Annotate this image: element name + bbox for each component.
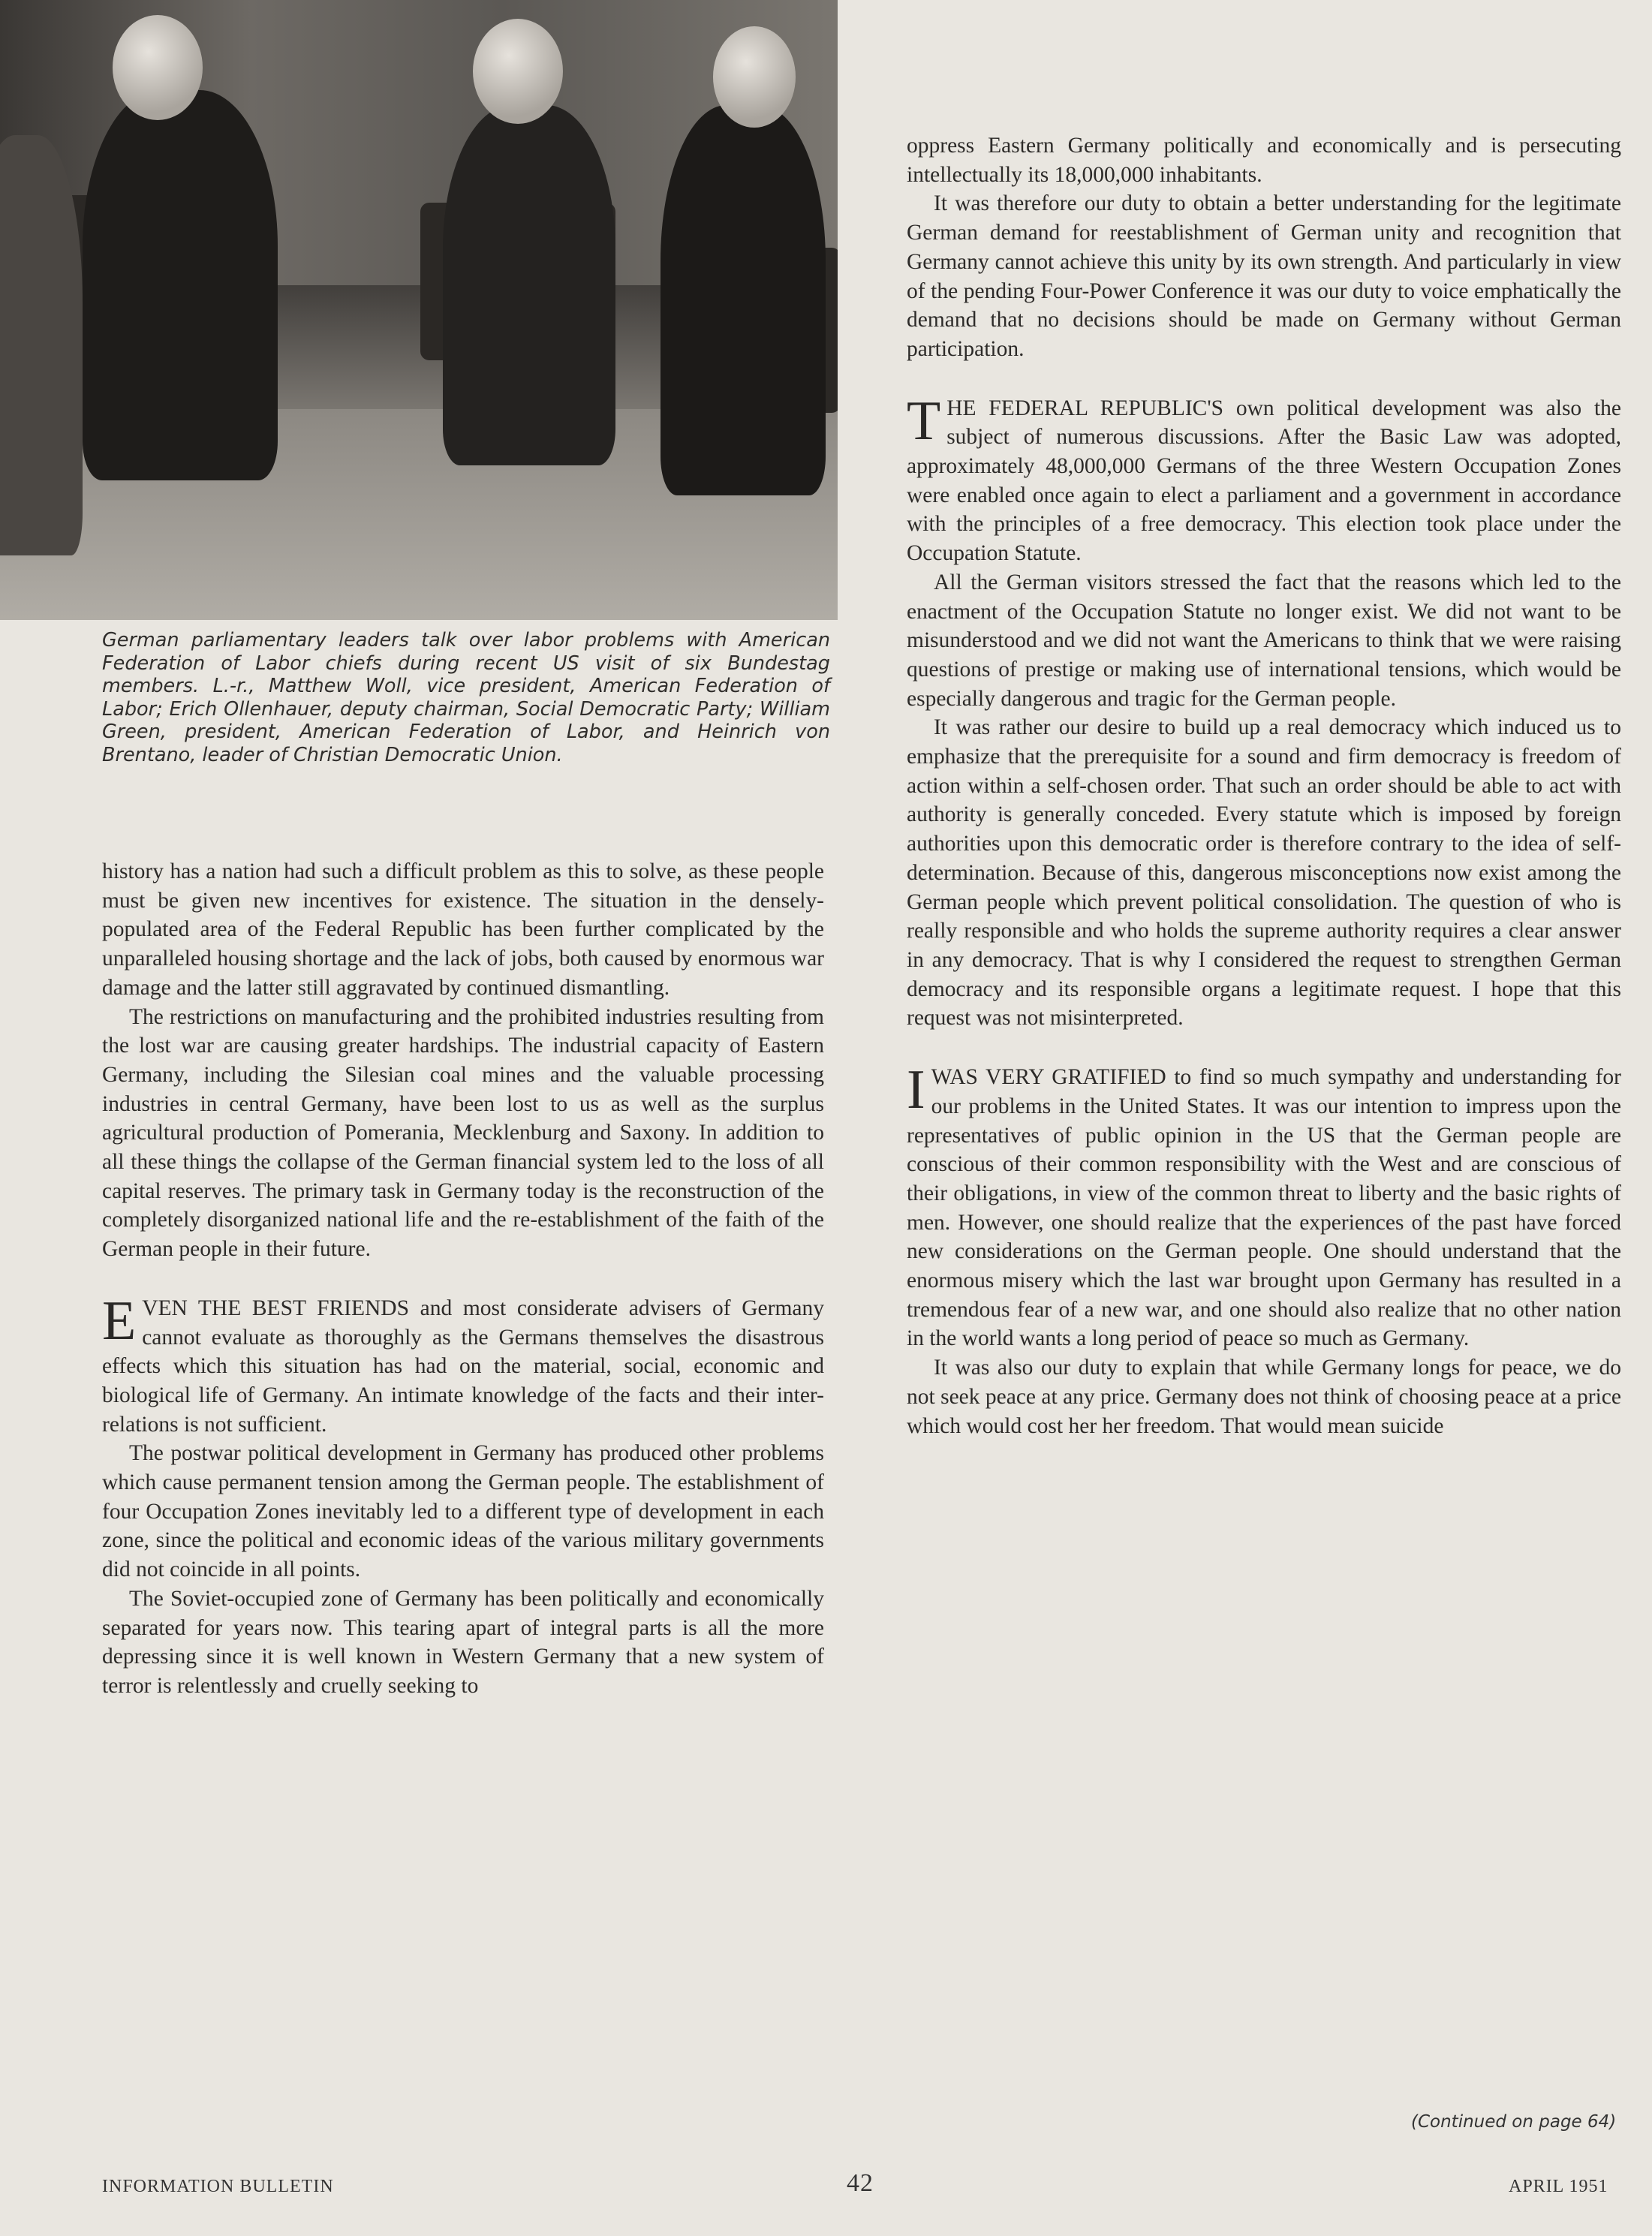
paragraph: The postwar political development in Germany has produced other problems which cause permanent tension among the German people. The establishment of four Occupation Zones inevitably led to a different type of development in each zone, since the political and economic ideas of the various military governments did not coincide in all points. [102, 1441, 824, 1582]
photo-caption: German parliamentary leaders talk over labor problems with American Federation of Labor chiefs during recent US visit of six Bundestag members. L.-r., Matthew Woll, vice president, American Federation of Labor; Erich Ollenhauer, deputy chairman, Social Democratic Party; William Green, president, American Federation of Labor, and Heinrich von Brentano, leader of Christian Democratic Union. [102, 629, 830, 766]
paragraph: All the German visitors stressed the fact that the reasons which led to the enactment of the Occupation Statute no longer exist. We did not want to be misunderstood and we did not want the Americans to think that we were raising questions of prestige or making use of international tensions, which would be especially dangerous and tragic for the German people. [907, 570, 1621, 711]
drop-cap: T [907, 390, 941, 452]
photo [0, 0, 838, 620]
photo-person [83, 90, 278, 480]
section-paragraph: EVEN THE BEST FRIENDS and most considerate advisers of Germany cannot evaluate as thoroughly as the Germans themselves the disastrous effects which this situation has had on the material, social, economic and biological life of Germany. An intimate knowledge of the facts and their inter-relations is not sufficient. [102, 1290, 824, 1437]
photo-person-head [113, 15, 203, 120]
paragraph: It was also our duty to explain that while Germany longs for peace, we do not seek peace at any price. Germany does not think of choosing peace at a price which would cost her her freedom. That would mean suicide [907, 1356, 1621, 1438]
footer-page-number: 42 [847, 2169, 874, 2197]
right-column [907, 131, 1621, 1440]
drop-cap: E [102, 1290, 137, 1352]
left-column [102, 857, 824, 1701]
photo-person [0, 135, 83, 555]
footer-date: APRIL 1951 [1509, 2177, 1608, 2196]
paragraph: The Soviet-occupied zone of Germany has been politically and economically separated for years now. This tearing apart of integral parts is all the more depressing since it is well known in Western Germany that a new system of terror is relentlessly and cruelly seeking to [102, 1586, 824, 1698]
paragraph: It was therefore our duty to obtain a better understanding for the legitimate German demand for reestablishment of German unity and recognition that Germany cannot achieve this unity by its own strength. And particularly in view of the pending Four-Power Conference it was our duty to voice emphatically the demand that no decisions should be made on Germany without German participation. [907, 191, 1621, 361]
section-paragraph: THE FEDERAL REPUBLIC'S own political development was also the subject of numerous discussions. After the Basic Law was adopted, approximately 48,000,000 Germans of the three Western Occupation Zones were enabled once again to elect a parliament and a government in accordance with the principles of a free democracy. This election took place under the Occupation Statute. [907, 390, 1621, 566]
paragraph: oppress Eastern Germany politically and economically and is persecuting intellectually its 18,000,000 inhabitants. [907, 134, 1621, 187]
photo-person-head [473, 19, 563, 124]
paragraph: history has a nation had such a difficult problem as this to solve, as these people must be given new incentives for existence. The situation in the densely-populated area of the Federal Republic has been further complicated by the unparalleled housing shortage and the lack of jobs, both caused by enormous war damage and the latter still aggravated by continued dismantling. [102, 859, 824, 1000]
continued-note: (Continued on page 64) [1411, 2112, 1617, 2132]
section-paragraph: IWAS VERY GRATIFIED to find so much sympathy and understanding for our problems in the United States. It was our intention to impress upon the representatives of public opinion in the US that the German people are conscious of their common responsibility with the West and are conscious of their obligations, in view of the common threat to liberty and the basic rights of men. However, one should realize that the experiences of the past have forced new considerations on the German people. One should understand that the enormous misery which the last war brought upon Germany has resulted in a tremendous fear of a new war, and one should also realize that no other nation in the world wants a long period of peace so much as Germany. [907, 1059, 1621, 1351]
drop-cap: I [907, 1059, 925, 1121]
photo-person-head [713, 26, 796, 128]
paragraph: It was rather our desire to build up a real democracy which induced us to emphasize that the prerequisite for a sound and firm democracy is freedom of action within a self-chosen order. That such an order should be able to act with authority is generally conceded. Every statute which is imposed by foreign authorities upon this democratic order is therefore contrary to the idea of self-determination. Because of this, dangerous misconceptions now exist among the German people which prevent political consolidation. The question of who is really responsible and who holds the supreme authority requires a clear answer in any democracy. That is why I considered the request to strengthen German democracy and its responsible organs a legitimate request. I hope that this request was not misinterpreted. [907, 715, 1621, 1031]
paragraph: The restrictions on manufacturing and the prohibited industries resulting from the lost war are causing greater hardships. The industrial capacity of Eastern Germany, including the Silesian coal mines and the valuable processing industries in central Germany, have been lost to us as well as the surplus agricultural production of Pomerania, Mecklenburg and Saxony. In addition to all these things the collapse of the German financial system led to the loss of all capital reserves. The primary task in Germany today is the reconstruction of the completely disorganized national life and the re-establishment of the faith of the German people in their future. [102, 1004, 824, 1262]
photo-person [660, 105, 826, 495]
footer-publication: INFORMATION BULLETIN [102, 2177, 334, 2196]
photo-person [443, 105, 615, 465]
